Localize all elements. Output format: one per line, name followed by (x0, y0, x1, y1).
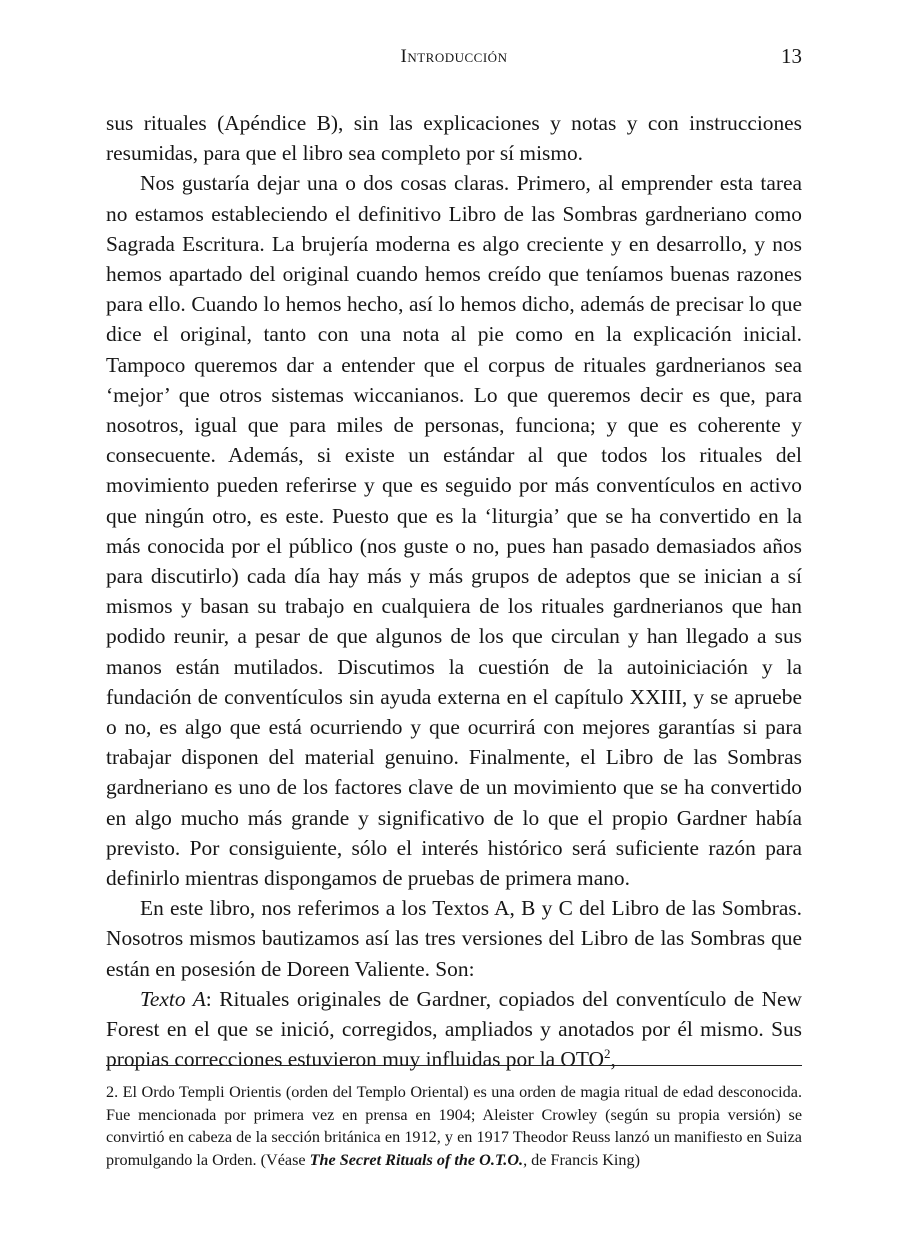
paragraph-3: En este libro, nos referimos a los Textos A, B y C del Libro de las Sombras. Nosotros mismos bautizamos así las tres versiones del Libro de las Sombras que están en posesión de Doreen Valiente. Son: (106, 896, 802, 981)
running-title: Introducción (400, 46, 508, 67)
footnote-divider (106, 1065, 802, 1066)
footnote (106, 1081, 802, 1171)
text-a-label: Texto A (140, 986, 206, 1011)
footnote-text: 2. El Ordo Templi Orientis (orden del Templo Oriental) es una orden de magia ritual de edad desconocida. Fue mencionada por primera vez en prensa en 1904; Aleister Crowley (según su propia versión) se convirtió en cabeza de la sección británica en 1912, y en 1917 Theodor Reuss lanzó un manifiesto en Suiza promulgando la Orden. (Véase (106, 1083, 802, 1169)
footnote-book-title: The Secret Rituals of the O.T.O. (309, 1150, 524, 1169)
text-a-description: : Rituales originales de Gardner, copiados del conventículo de New Forest en el que se inició, corregidos, ampliados y anotados por él mismo. Sus propias correcciones estuvieron muy influidas por la OTO (106, 986, 802, 1072)
footnote-ref-2: 2 (604, 1046, 611, 1062)
paragraph-4-end: , (610, 1047, 616, 1072)
page-header (106, 46, 802, 76)
paragraph-1: sus rituales (Apéndice B), sin las explicaciones y notas y con instrucciones resumidas, para que el libro sea completo por sí mismo. (106, 111, 802, 166)
body-text (106, 108, 802, 1075)
paragraph-2: Nos gustaría dejar una o dos cosas claras. Primero, al emprender esta tarea no estamos estableciendo el definitivo Libro de las Sombras gardneriano como Sagrada Escritura. La brujería moderna es algo creciente y en desarrollo, y nos hemos apartado del original cuando hemos creído que teníamos buenas razones para ello. Cuando lo hemos hecho, así lo hemos dicho, además de precisar lo que dice el original, tanto con una nota al pie como en la explicación inicial. Tampoco queremos dar a entender que el corpus de rituales gardnerianos sea ‘mejor’ que otros sistemas wiccanianos. Lo que queremos decir es que, para nosotros, igual que para miles de personas, funciona; y que es coherente y consecuente. Además, si existe un estándar al que todos los rituales del movimiento pueden referirse y que es seguido por más conventículos en activo que ningún otro, es este. Puesto que es la ‘liturgia’ que se ha convertido en la más conocida por el público (nos guste o no, pues han pasado demasiados años para discutirlo) cada día hay más y más grupos de adeptos que se inician a sí mismos y basan su trabajo en cualquiera de los rituales gardnerianos que han podido reunir, a pesar de que algunos de los que circulan y han llegado a sus manos están mutilados. Discutimos la cuestión de la autoiniciación y la fundación de conventículos sin ayuda externa en el capítulo XXIII, y se apruebe o no, es algo que está ocurriendo y que ocurrirá con mejores garantías si para trabajar disponen del material genuino. Finalmente, el Libro de las Sombras gardneriano es uno de los factores clave de un movimiento que se ha convertido en algo mucho más grande y significativo de lo que el propio Gardner había previsto. Por consiguiente, sólo el interés histórico será suficiente razón para definirlo mientras dispongamos de pruebas de primera mano. (106, 171, 802, 891)
page-number: 13 (781, 44, 802, 68)
paragraph-4 (106, 984, 802, 1075)
footnote-text-end: , de Francis King) (523, 1150, 640, 1169)
footnote-2 (106, 1081, 802, 1171)
